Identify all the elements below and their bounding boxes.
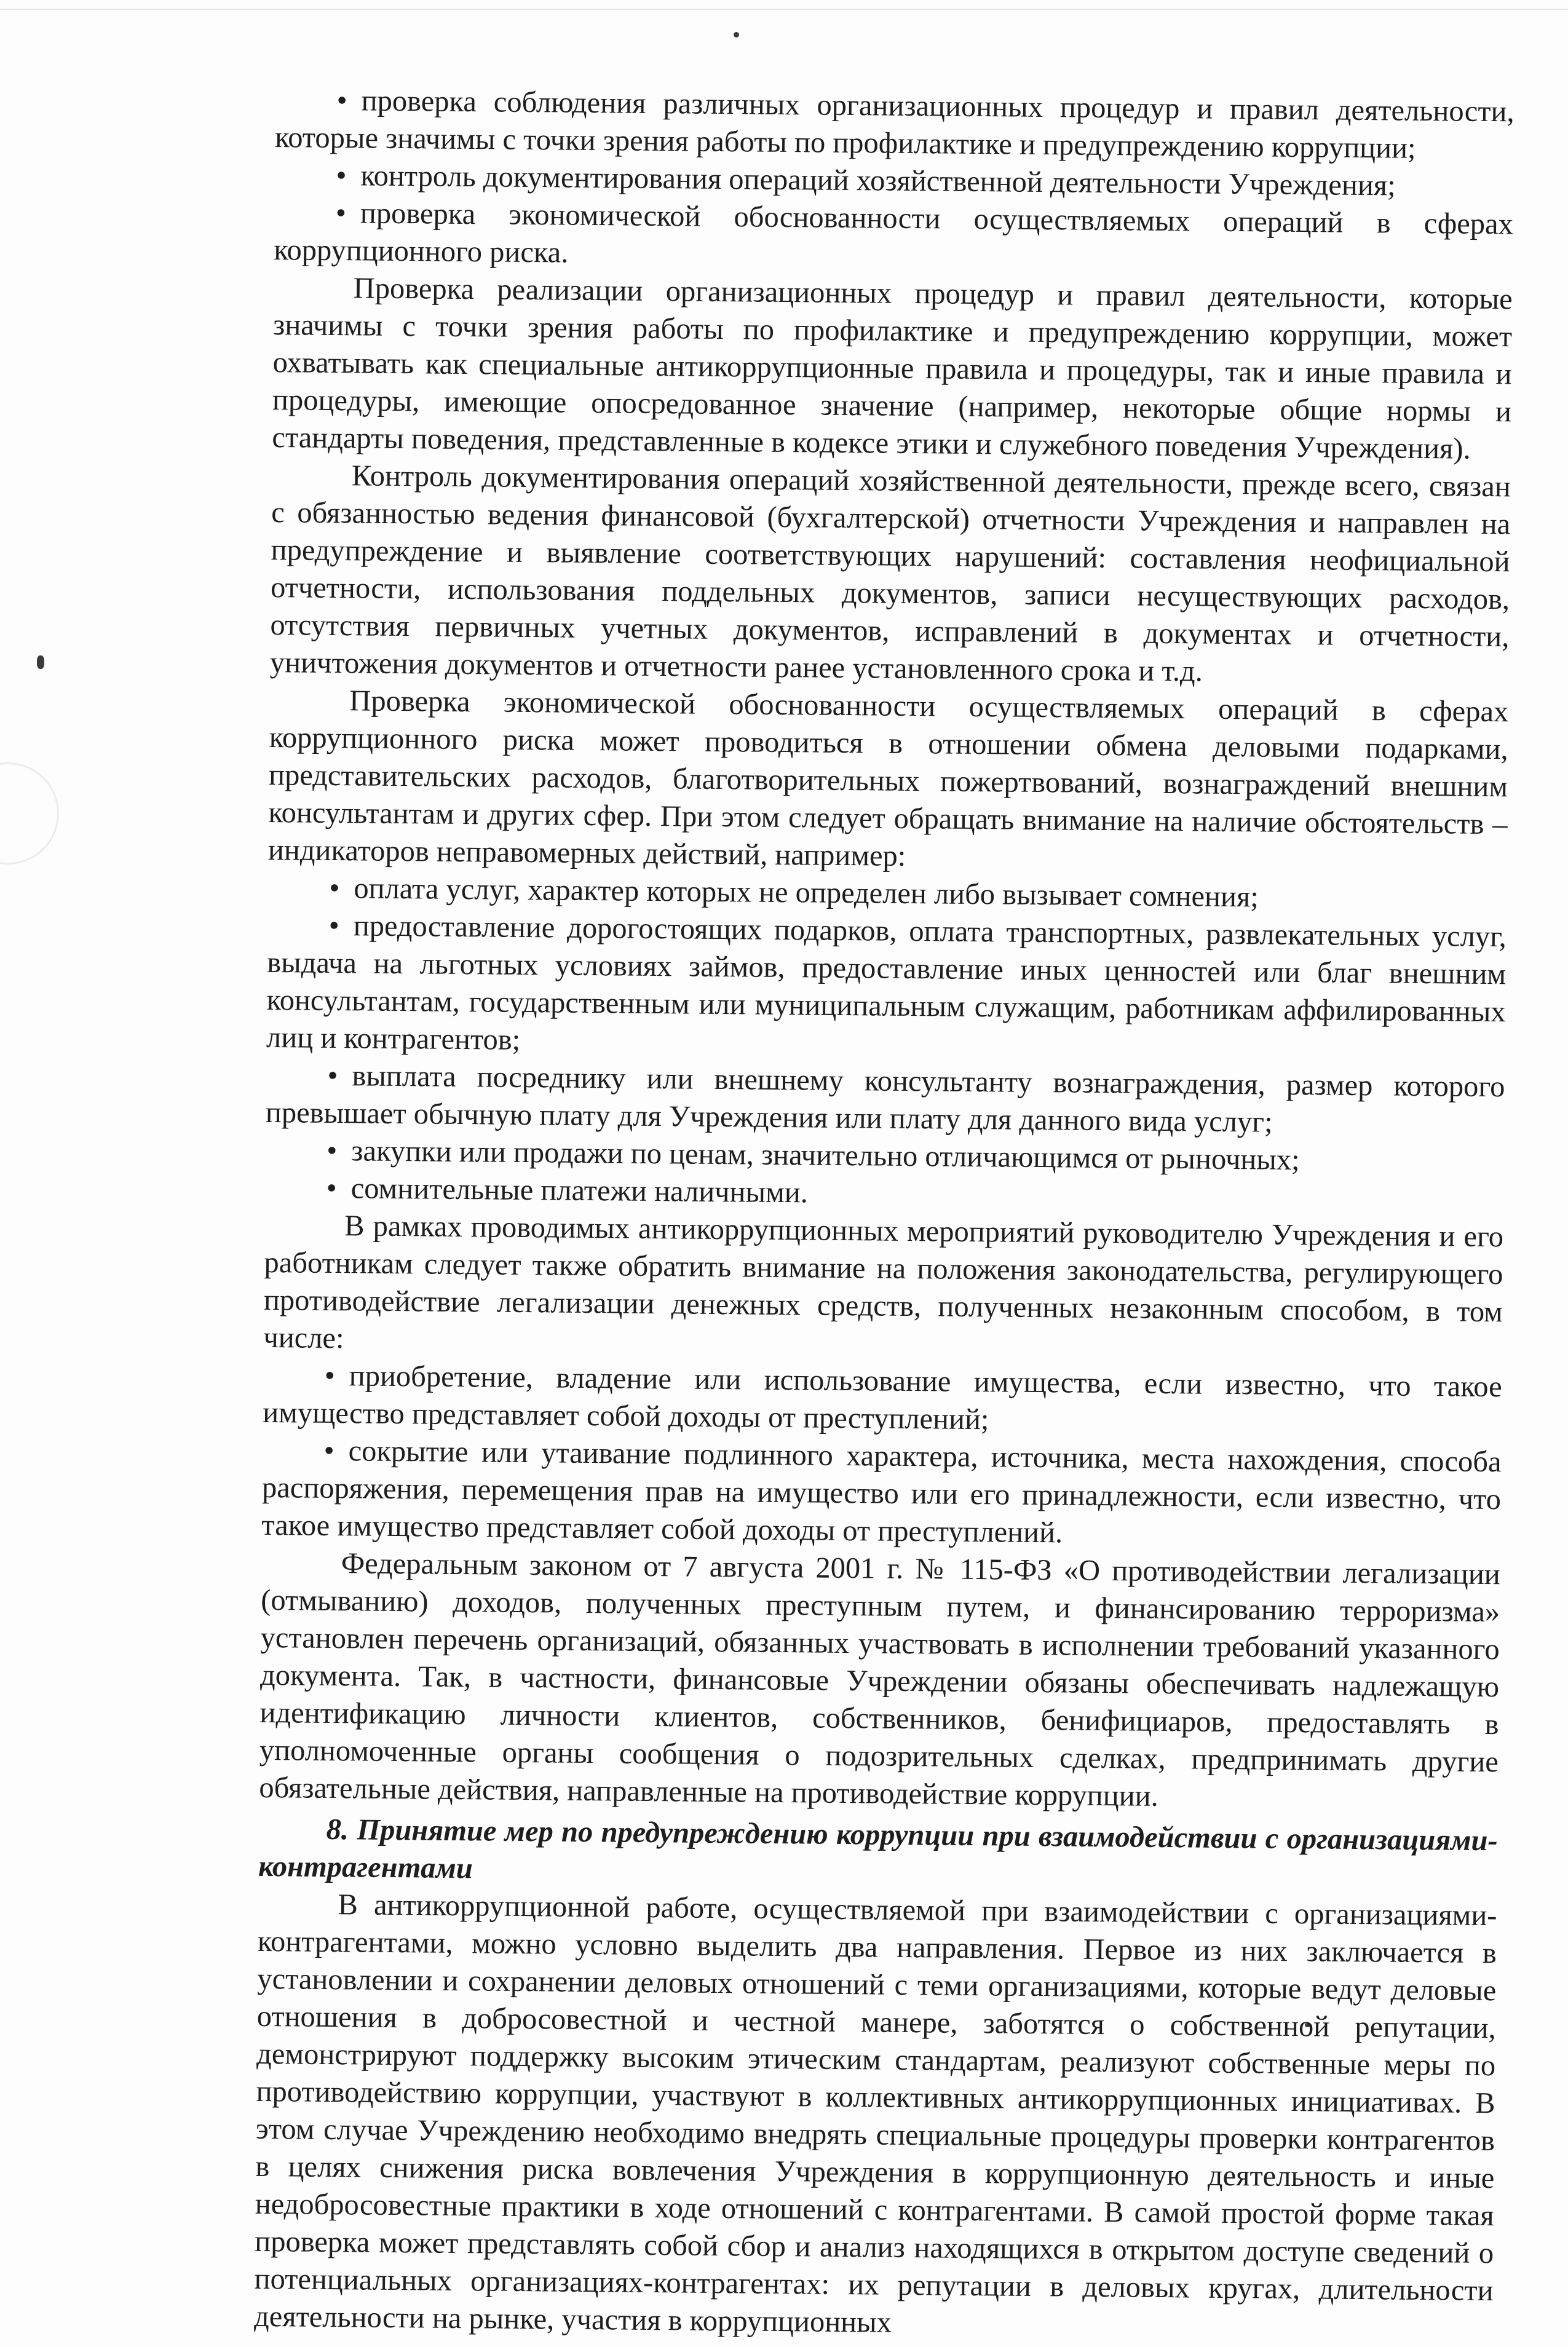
bullet-item: • предоставление дорогостоящих подарков, оплата транспортных, развлекательных услуг, выдача на льготных условиях займов, предоставление иных ценностей или благ внешним консультантам, государственным или муниципальным служащим, работникам аффилированных лиц и контрагентов; [266, 906, 1507, 1068]
bullet-item: • приобретение, владение или использование имущества, если известно, что такое имущество представляет собой доходы от преступлений; [263, 1356, 1502, 1443]
bullet-item: • оплата услуг, характер которых не определен либо вызывает сомнения; [267, 869, 1507, 918]
bullet-item: • контроль документирования операций хозяйственной деятельности Учреждения; [274, 156, 1513, 205]
document-body [254, 81, 1515, 2347]
page-top-edge [0, 9, 1568, 10]
paragraph: Проверка экономической обоснованности осуществляемых операций в сферах коррупционного риска может проводиться в отношении обмена деловыми подарками, представительских расходов, благотворительных пожертвований, вознаграждений внешним консультантам и других сфер. При этом следует обращать внимание на наличие обстоятельств – индикаторов неправомерных действий, например: [267, 684, 1509, 873]
scan-mark [37, 655, 44, 669]
bullet-item: • сомнительные платежи наличными. [264, 1169, 1503, 1218]
paragraph: В рамках проводимых антикоррупционных мероприятий руководителю Учреждения и его работникам следует также обратить внимание на положения законодательства, регулирующего противодействие легализации денежных средств, полученных незаконным способом, в том числе: [263, 1209, 1504, 1355]
bullet-item: • выплата посреднику или внешнему консультанту вознаграждения, размер которого превышает обычную плату для Учреждения или плату для данного вида услуг; [266, 1056, 1505, 1143]
paragraph: Проверка реализации организационных процедур и правил деятельности, которые значимы с точки зрения работы по профилактике и предупреждению коррупции, может охватывать как специальные антикоррупционные правила и процедуры, так и иные правила и процедуры, имеющие опосредованное значение (например, некоторые общие нормы и стандарты поведения, представленные в кодексе этики и служебного поведения Учреждения). [272, 272, 1513, 465]
scan-speck [734, 32, 739, 38]
section-heading: 8. Принятие мер по предупреждению коррупции при взаимодействии с организациями-контрагентами [258, 1813, 1498, 1885]
bullet-item: • проверка экономической обоснованности осуществляемых операций в сферах коррупционного риска. [274, 194, 1513, 280]
paragraph: Контроль документирования операций хозяйственной деятельности, прежде всего, связан с обязанностью ведения финансовой (бухгалтерской) отчетности Учреждения и направлен на предупреждение и выявление соответствующих нарушений: составления неофициальной отчетности, использования поддельных документов, записи несуществующих расходов, отсутствия первичных учетных документов, исправлений в документах и отчетности, уничтожения документов и отчетности ранее установленного срока и т.д. [269, 459, 1511, 688]
bullet-item: • проверка соблюдения различных организационных процедур и правил деятельности, которые значимы с точки зрения работы по профилактике и предупреждению коррупции; [275, 81, 1515, 168]
bullet-item: • закупки или продажи по ценам, значительно отличающимся от рыночных; [265, 1131, 1504, 1181]
bullet-item: • сокрытие или утаивание подлинного характера, источника, места нахождения, способа распоряжения, перемещения прав на имущество или его принадлежности, если известно, что такое имущество представляет собой доходы от преступлений. [261, 1431, 1502, 1556]
scan-fold-mark [0, 762, 59, 865]
paragraph: Федеральным законом от 7 августа 2001 г. № 115-ФЗ «О противодействии легализации (отмыванию) доходов, полученных преступным путем, и финансированию терроризма» установлен перечень организаций, обязанных участвовать в исполнении требований указанного документа. Так, в частности, финансовые Учреждении обязаны обеспечивать надлежащую идентификацию личности клиентов, собственников, бенифициаров, предоставлять в уполномоченные органы сообщения о подозрительных сделках, предпринимать другие обязательные действия, направленные на противодействие коррупции. [259, 1547, 1501, 1813]
paragraph: В антикоррупционной работе, осуществляемой при взаимодействии с организациями-контрагентами, можно условно выделить два направления. Первое из них заключается в установлении и сохранении деловых отношений с теми организациями, которые ведут деловые отношения в добросовестной и честной манере, заботятся о собственной репутации, демонстрируют поддержку высоким этическим стандартам, реализуют собственные меры по противодействию коррупции, участвуют в коллективных антикоррупционных инициативах. В этом случае Учреждению необходимо внедрять специальные процедуры проверки контрагентов в целях снижения риска вовлечения Учреждения в коррупционную деятельность и иные недобросовестные практики в ходе отношений с контрагентами. В самой простой форме такая проверка может представлять собой сбор и анализ находящихся в открытом доступе сведений о потенциальных организациях-контрагентах: их репутации в деловых кругах, длительности деятельности на рынке, участия в коррупционных [253, 1888, 1497, 2339]
